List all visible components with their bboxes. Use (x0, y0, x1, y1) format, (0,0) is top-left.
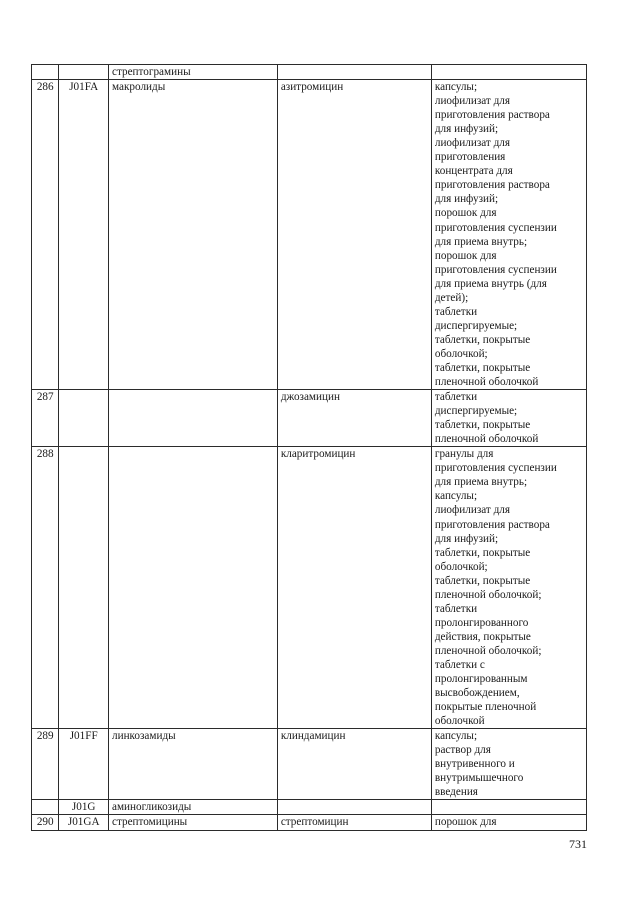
drug-registry-table (31, 64, 587, 831)
dosage-form-line: внутримышечного (434, 772, 524, 785)
table-row (32, 65, 587, 80)
atc-code-cell (59, 65, 109, 80)
row-number-cell: 289 (32, 729, 59, 800)
row-number-cell: 287 (32, 390, 59, 447)
pharmacological-group-cell: стрептомицины (109, 815, 278, 830)
dosage-form-line: лиофилизат для (434, 95, 511, 108)
dosage-form-line: приготовления суспензии (434, 221, 557, 234)
dosage-form-line: покрытые пленочной (434, 701, 537, 714)
drug-name-cell (277, 800, 431, 815)
pharmacological-group-cell (109, 390, 278, 447)
drug-name-cell: кларитромицин (277, 447, 431, 729)
dosage-form-line: оболочкой; (434, 560, 488, 573)
dosage-form-line: высвобождением, (434, 687, 520, 700)
row-number-cell: 288 (32, 447, 59, 729)
dosage-form-line: для инфузий; (434, 532, 499, 545)
dosage-form-line: оболочкой; (434, 347, 488, 360)
dosage-forms-cell (431, 80, 586, 390)
table-row (32, 447, 587, 729)
dosage-form-line: приготовления раствора (434, 179, 550, 192)
row-number-cell: 286 (32, 80, 59, 390)
page-number: 731 (569, 837, 587, 851)
dosage-form-line: действия, покрытые (434, 630, 531, 643)
dosage-form-line: порошок для (434, 816, 497, 829)
dosage-forms-cell (431, 800, 586, 815)
dosage-form-line: для приема внутрь (для (434, 277, 547, 290)
pharmacological-group-cell: стрептограмины (109, 65, 278, 80)
dosage-form-line: пролонгированного (434, 616, 529, 629)
row-number-cell: 290 (32, 815, 59, 830)
dosage-form-line: концентрата для (434, 165, 513, 178)
dosage-form-line: таблетки, покрытые (434, 419, 531, 432)
table-row (32, 80, 587, 390)
dosage-form-line: пролонгированным (434, 673, 528, 686)
dosage-form-line: раствор для (434, 744, 491, 757)
atc-code-cell: J01FA (59, 80, 109, 390)
dosage-form-line: диспергируемые; (434, 405, 518, 418)
dosage-form-line: приготовления суспензии (434, 462, 557, 475)
dosage-form-line: пленочной оболочкой; (434, 644, 542, 657)
dosage-form-line: таблетки (434, 602, 478, 615)
dosage-form-line: таблетки (434, 391, 478, 404)
dosage-form-line: для приема внутрь; (434, 476, 528, 489)
dosage-form-line: для приема внутрь; (434, 235, 528, 248)
drug-name-cell: азитромицин (277, 80, 431, 390)
pharmacological-group-cell: макролиды (109, 80, 278, 390)
dosage-form-line: пленочной оболочкой (434, 433, 539, 446)
dosage-form-line: пленочной оболочкой; (434, 588, 542, 601)
dosage-forms-cell (431, 447, 586, 729)
atc-code-cell (59, 390, 109, 447)
dosage-form-line: приготовления раствора (434, 518, 550, 531)
dosage-forms-cell (431, 390, 586, 447)
table-row (32, 815, 587, 830)
dosage-form-line: детей); (434, 291, 469, 304)
drug-name-cell: джозамицин (277, 390, 431, 447)
pharmacological-group-cell: аминогликозиды (109, 800, 278, 815)
dosage-form-line: таблетки, покрытые (434, 361, 531, 374)
dosage-form-line: порошок для (434, 249, 497, 262)
atc-code-cell: J01G (59, 800, 109, 815)
dosage-form-line: лиофилизат для (434, 137, 511, 150)
table-row (32, 800, 587, 815)
dosage-form-line: диспергируемые; (434, 319, 518, 332)
dosage-form-line: оболочкой (434, 715, 485, 728)
dosage-form-line: капсулы; (434, 81, 478, 94)
atc-code-cell (59, 447, 109, 729)
table-row (32, 390, 587, 447)
dosage-form-line: приготовления (434, 151, 506, 164)
dosage-form-line: гранулы для (434, 448, 494, 461)
atc-code-cell: J01FF (59, 729, 109, 800)
dosage-form-line: таблетки (434, 305, 478, 318)
dosage-form-line: порошок для (434, 207, 497, 220)
dosage-form-line: таблетки, покрытые (434, 574, 531, 587)
drug-name-cell (277, 65, 431, 80)
dosage-form-line: таблетки с (434, 658, 485, 671)
dosage-form-line: лиофилизат для (434, 504, 511, 517)
dosage-form-line: пленочной оболочкой (434, 376, 539, 389)
table-row (32, 729, 587, 800)
dosage-form-line: для инфузий; (434, 193, 499, 206)
pharmacological-group-cell (109, 447, 278, 729)
dosage-forms-cell (431, 65, 586, 80)
dosage-form-line: приготовления раствора (434, 109, 550, 122)
dosage-form-line: капсулы; (434, 490, 478, 503)
dosage-form-line: приготовления суспензии (434, 263, 557, 276)
row-number-cell (32, 800, 59, 815)
drug-name-cell: стрептомицин (277, 815, 431, 830)
dosage-form-line: внутривенного и (434, 758, 515, 771)
dosage-form-line: введения (434, 786, 478, 799)
pharmacological-group-cell: линкозамиды (109, 729, 278, 800)
dosage-forms-cell (431, 815, 586, 830)
row-number-cell (32, 65, 59, 80)
drug-name-cell: клиндамицин (277, 729, 431, 800)
dosage-form-line: для инфузий; (434, 123, 499, 136)
dosage-form-line: таблетки, покрытые (434, 333, 531, 346)
dosage-form-line: капсулы; (434, 730, 478, 743)
dosage-forms-cell (431, 729, 586, 800)
atc-code-cell: J01GA (59, 815, 109, 830)
table-body (32, 65, 587, 831)
dosage-form-line: таблетки, покрытые (434, 546, 531, 559)
